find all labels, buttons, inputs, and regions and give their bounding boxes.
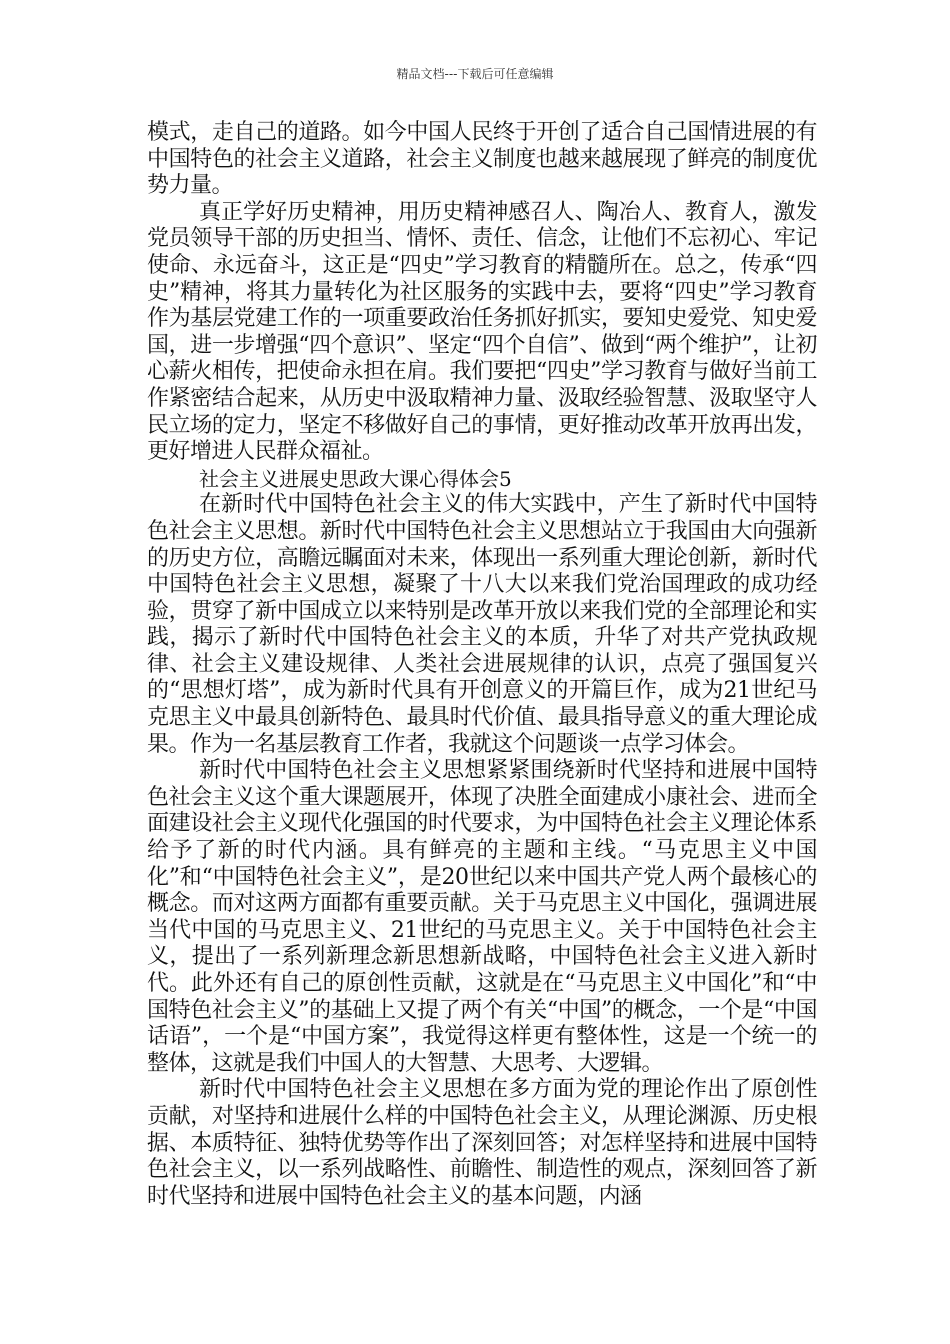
document-body (147, 120, 817, 1210)
paragraph-1: 模式，走自己的道路。如今中国人民终于开创了适合自己国情进展的有中国特色的社会主义道路，社会主义制度也越来越展现了鲜亮的制度优势力量。 (147, 120, 817, 199)
section-heading: 社会主义进展史思政大课心得体会5 (199, 466, 512, 491)
paragraph-3: 在新时代中国特色社会主义的伟大实践中，产生了新时代中国特色社会主义思想。新时代中国特色社会主义思想站立于我国由大向强新的历史方位，高瞻远瞩面对未来，体现出一系列重大理论创新，新时代中国特色社会主义思想，凝聚了十八大以来我们党治国理政的成功经验，贯穿了新中国成立以来特别是改革开放以来我们党的全部理论和实践，揭示了新时代中国特色社会主义的本质，升华了对共产党执政规律、社会主义建设规律、人类社会进展规律的认识，点亮了强国复兴的“思想灯塔”，成为新时代具有开创意义的开篇巨作，成为21世纪马克思主义中最具创新特色、最具时代价值、最具指导意义的重大理论成果。作为一名基层教育工作者，我就这个问题谈一点学习体会。 (147, 492, 817, 757)
page-header: 精品文档---下载后可任意编辑 (396, 67, 554, 81)
paragraph-4: 新时代中国特色社会主义思想紧紧围绕新时代坚持和进展中国特色社会主义这个重大课题展开，体现了决胜全面建成小康社会、进而全面建设社会主义现代化强国的时代要求，为中国特色社会主义理论体系给予了新的时代内涵。具有鲜亮的主题和主线。“马克思主义中国化”和“中国特色社会主义”，是20世纪以来中国共产党人两个最核心的概念。而对这两方面都有重要贡献。关于马克思主义中国化，强调进展当代中国的马克思主义、21世纪的马克思主义。关于中国特色社会主义，提出了一系列新理念新思想新战略，中国特色社会主义进入新时代。此外还有自己的原创性贡献，这就是在“马克思主义中国化”和“中国特色社会主义”的基础上又提了两个有关“中国”的概念，一个是“中国话语”，一个是“中国方案”，我觉得这样更有整体性，这是一个统一的整体，这就是我们中国人的大智慧、大思考、大逻辑。 (147, 758, 817, 1076)
paragraph-5: 新时代中国特色社会主义思想在多方面为党的理论作出了原创性贡献，对坚持和进展什么样的中国特色社会主义，从理论渊源、历史根据、本质特征、独特优势等作出了深刻回答；对怎样坚持和进展中国特色社会主义，以一系列战略性、前瞻性、制造性的观点，深刻回答了新时代坚持和进展中国特色社会主义的基本问题，内涵 (147, 1077, 817, 1209)
paragraph-2: 真正学好历史精神，用历史精神感召人、陶冶人、教育人，激发党员领导干部的历史担当、情怀、责任、信念，让他们不忘初心、牢记使命、永远奋斗，这正是“四史”学习教育的精髓所在。总之，传承“四史”精神，将其力量转化为社区服务的实践中去，要将“四史”学习教育作为基层党建工作的一项重要政治任务抓好抓实，要知史爱党、知史爱国，进一步增强“四个意识”、坚定“四个自信”、做到“两个维护”，让初心薪火相传，把使命永担在肩。我们要把“四史”学习教育与做好当前工作紧密结合起来，从历史中汲取精神力量、汲取经验智慧、汲取坚守人民立场的定力，坚定不移做好自己的事情，更好推动改革开放再出发，更好增进人民群众福祉。 (147, 199, 817, 465)
